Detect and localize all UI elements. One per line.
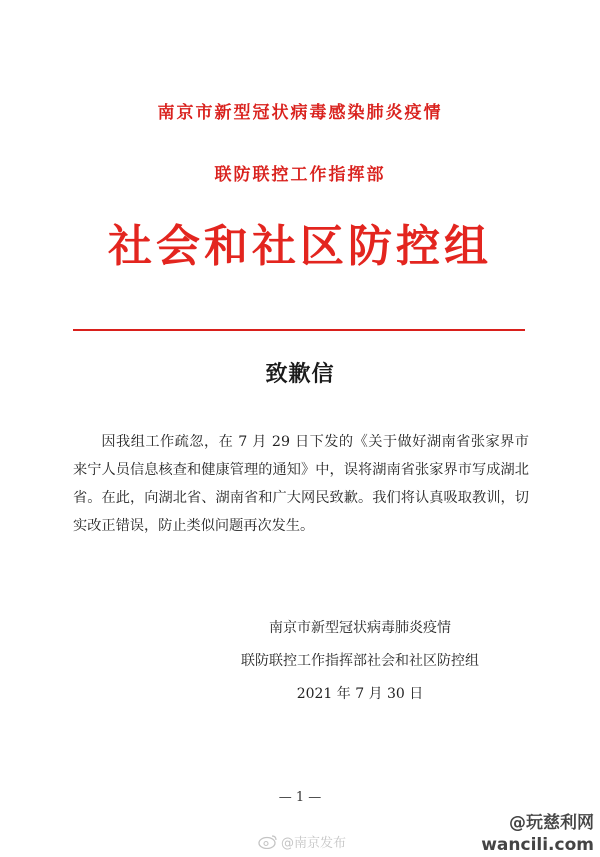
letter-title: 致歉信 <box>265 361 335 387</box>
issuing-org-line1: 南京市新型冠状病毒感染肺炎疫情 <box>157 103 443 123</box>
site-watermark <box>481 812 594 856</box>
weibo-logo-icon <box>258 834 278 849</box>
issuing-org-line2: 联防联控工作指挥部 <box>214 165 386 185</box>
signature-line2: 联防联控工作指挥部社会和社区防控组 <box>241 653 479 669</box>
signature-line1: 南京市新型冠状病毒肺炎疫情 <box>269 620 451 636</box>
weibo-watermark-text: @南京发布 <box>281 836 347 851</box>
page-number: — 1 — <box>278 790 322 805</box>
weibo-watermark <box>258 832 346 851</box>
letter-body: 因我组工作疏忽，在 7 月 29 日下发的《关于做好湖南省张家界市来宁人员信息核查和健康管理的通知》中，误将湖南省张家界市写成湖北省。在此，向湖北省、湖南省和广大网民致歉。我们将认真吸取教训，切实改正错误，防止类似问题再次发生。 <box>73 434 529 534</box>
signature-date: 2021 年 7 月 30 日 <box>296 686 424 702</box>
red-divider-line <box>73 329 525 331</box>
site-watermark-line1: @玩慈利网 <box>509 813 594 833</box>
signature-block <box>220 612 500 711</box>
site-watermark-line2: wancili.com <box>481 835 594 855</box>
issuing-group-title: 社会和社区防控组 <box>108 221 492 272</box>
